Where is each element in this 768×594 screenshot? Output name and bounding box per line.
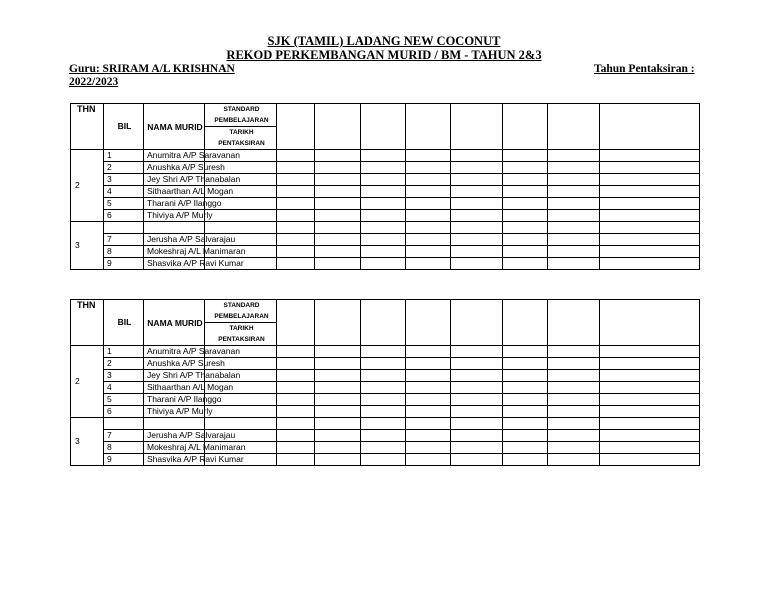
bil-cell: 7 <box>104 234 144 246</box>
assessment-cell[interactable] <box>451 382 503 394</box>
assessment-cell[interactable] <box>361 186 406 198</box>
assessment-cell[interactable] <box>406 104 451 150</box>
student-name: Tharani A/P Ilanggo <box>144 394 205 406</box>
assessment-cell[interactable] <box>277 150 315 162</box>
student-name: Jey Shri A/P Thanabalan <box>144 370 205 382</box>
student-name: Anushka A/P Suresh <box>144 162 205 174</box>
assessment-cell[interactable] <box>600 406 700 418</box>
assessment-cell[interactable] <box>503 174 548 186</box>
student-name: Thiviya A/P Murly <box>144 210 205 222</box>
assessment-cell[interactable] <box>406 162 451 174</box>
bil-cell: 5 <box>104 394 144 406</box>
assessment-cell[interactable] <box>361 406 406 418</box>
student-name: Thiviya A/P Murly <box>144 406 205 418</box>
assessment-cell[interactable] <box>548 382 600 394</box>
tarikh-pentaksiran-header: TARIKH PENTAKSIRAN <box>205 323 277 346</box>
assessment-cell[interactable] <box>315 210 361 222</box>
assessment-cell[interactable] <box>277 370 315 382</box>
table-row <box>71 454 700 466</box>
table-row <box>71 346 700 358</box>
assessment-cell[interactable] <box>548 198 600 210</box>
bil-cell: 9 <box>104 454 144 466</box>
assessment-cell[interactable] <box>361 430 406 442</box>
assessment-cell[interactable] <box>277 222 315 234</box>
assessment-cell[interactable] <box>451 454 503 466</box>
assessment-cell[interactable] <box>600 174 700 186</box>
assessment-cell[interactable] <box>451 104 503 150</box>
bil-cell: 8 <box>104 442 144 454</box>
assessment-cell[interactable] <box>315 430 361 442</box>
student-name: Sithaarthan A/L Mogan <box>144 186 205 198</box>
assessment-cell[interactable] <box>361 198 406 210</box>
assessment-cell[interactable] <box>406 382 451 394</box>
assessment-cell[interactable] <box>600 442 700 454</box>
assessment-cell[interactable] <box>315 370 361 382</box>
assessment-cell[interactable] <box>451 210 503 222</box>
assessment-cell[interactable] <box>600 454 700 466</box>
bil-cell: 1 <box>104 346 144 358</box>
assessment-cell[interactable] <box>406 258 451 270</box>
assessment-cell[interactable] <box>361 222 406 234</box>
assessment-cell[interactable] <box>406 406 451 418</box>
standard-pembelajaran-header: STANDARD PEMBELAJARAN <box>205 104 277 127</box>
student-name: Shasvika A/P Ravi Kumar <box>144 258 205 270</box>
assessment-cell[interactable] <box>548 210 600 222</box>
assessment-cell[interactable] <box>503 394 548 406</box>
assessment-cell[interactable] <box>600 186 700 198</box>
table-row <box>71 442 700 454</box>
record-title: REKOD PERKEMBANGAN MURID / BM - TAHUN 2&3 <box>226 48 542 62</box>
record-table-1 <box>70 103 700 270</box>
assessment-cell[interactable] <box>406 210 451 222</box>
assessment-cell[interactable] <box>315 346 361 358</box>
table-row <box>71 150 700 162</box>
assessment-cell[interactable] <box>315 300 361 346</box>
assessment-cell[interactable] <box>503 454 548 466</box>
assessment-cell[interactable] <box>451 186 503 198</box>
table-row <box>71 370 700 382</box>
assessment-cell[interactable] <box>600 358 700 370</box>
assessment-cell[interactable] <box>503 162 548 174</box>
assessment-cell[interactable] <box>205 222 277 234</box>
assessment-cell[interactable] <box>548 346 600 358</box>
assessment-cell[interactable] <box>503 258 548 270</box>
assessment-cell[interactable] <box>451 346 503 358</box>
table-row <box>71 222 700 234</box>
assessment-year-label: Tahun Pentaksiran : <box>594 63 695 75</box>
assessment-cell[interactable] <box>548 394 600 406</box>
assessment-cell[interactable] <box>315 442 361 454</box>
assessment-cell[interactable] <box>600 300 700 346</box>
student-name: Mokeshraj A/L Manimaran <box>144 246 205 258</box>
student-name: Shasvika A/P Ravi Kumar <box>144 454 205 466</box>
assessment-cell[interactable] <box>406 234 451 246</box>
assessment-cell[interactable] <box>503 406 548 418</box>
nama-murid-header: NAMA MURID <box>144 104 205 150</box>
table-row <box>71 198 700 210</box>
assessment-cell[interactable] <box>277 234 315 246</box>
assessment-cell[interactable] <box>361 150 406 162</box>
assessment-cell[interactable] <box>503 300 548 346</box>
assessment-cell[interactable] <box>277 346 315 358</box>
assessment-cell[interactable] <box>277 186 315 198</box>
bil-cell <box>104 222 144 234</box>
assessment-cell[interactable] <box>548 150 600 162</box>
assessment-cell[interactable] <box>315 104 361 150</box>
assessment-cell[interactable] <box>277 430 315 442</box>
nama-murid-header: NAMA MURID <box>144 300 205 346</box>
assessment-cell[interactable] <box>277 162 315 174</box>
assessment-cell[interactable] <box>406 186 451 198</box>
assessment-cell[interactable] <box>600 394 700 406</box>
assessment-cell[interactable] <box>548 186 600 198</box>
assessment-cell[interactable] <box>600 258 700 270</box>
assessment-cell[interactable] <box>600 382 700 394</box>
assessment-cell[interactable] <box>205 418 277 430</box>
assessment-cell[interactable] <box>361 210 406 222</box>
assessment-cell[interactable] <box>315 150 361 162</box>
assessment-cell[interactable] <box>315 454 361 466</box>
student-name: Tharani A/P Ilanggo <box>144 198 205 210</box>
assessment-cell[interactable] <box>451 394 503 406</box>
assessment-cell[interactable] <box>315 418 361 430</box>
bil-cell: 8 <box>104 246 144 258</box>
assessment-year-value: 2022/2023 <box>69 76 119 88</box>
bil-cell: 9 <box>104 258 144 270</box>
assessment-cell[interactable] <box>451 358 503 370</box>
school-title: SJK (TAMIL) LADANG NEW COCONUT <box>267 34 501 48</box>
assessment-cell[interactable] <box>451 442 503 454</box>
assessment-cell[interactable] <box>548 442 600 454</box>
assessment-cell[interactable] <box>451 174 503 186</box>
student-name: Mokeshraj A/L Manimaran <box>144 442 205 454</box>
assessment-cell[interactable] <box>315 186 361 198</box>
assessment-cell[interactable] <box>451 418 503 430</box>
assessment-cell[interactable] <box>451 430 503 442</box>
assessment-cell[interactable] <box>600 370 700 382</box>
assessment-cell[interactable] <box>503 104 548 150</box>
assessment-cell[interactable] <box>451 406 503 418</box>
assessment-cell[interactable] <box>600 346 700 358</box>
bil-header: BIL <box>104 300 144 346</box>
table-row <box>71 234 700 246</box>
assessment-cell[interactable] <box>205 210 277 222</box>
assessment-cell[interactable] <box>548 162 600 174</box>
table-row <box>71 186 700 198</box>
assessment-cell[interactable] <box>315 258 361 270</box>
student-name: Anumitra A/P Saravanan <box>144 150 205 162</box>
assessment-cell[interactable] <box>451 198 503 210</box>
assessment-cell[interactable] <box>315 174 361 186</box>
assessment-cell[interactable] <box>503 346 548 358</box>
student-name: Anumitra A/P Saravanan <box>144 346 205 358</box>
assessment-cell[interactable] <box>361 246 406 258</box>
assessment-cell[interactable] <box>548 370 600 382</box>
assessment-cell[interactable] <box>503 442 548 454</box>
assessment-cell[interactable] <box>548 418 600 430</box>
assessment-cell[interactable] <box>503 186 548 198</box>
assessment-cell[interactable] <box>406 442 451 454</box>
assessment-cell[interactable] <box>451 234 503 246</box>
nama-cell <box>144 222 205 234</box>
assessment-cell[interactable] <box>451 222 503 234</box>
assessment-cell[interactable] <box>503 210 548 222</box>
assessment-cell[interactable] <box>451 162 503 174</box>
assessment-cell[interactable] <box>277 358 315 370</box>
assessment-cell[interactable] <box>406 454 451 466</box>
bil-cell: 4 <box>104 382 144 394</box>
assessment-cell[interactable] <box>277 454 315 466</box>
table-row <box>71 210 700 222</box>
assessment-cell[interactable] <box>548 300 600 346</box>
bil-cell: 7 <box>104 430 144 442</box>
record-table-2 <box>70 299 700 466</box>
assessment-cell[interactable] <box>548 174 600 186</box>
assessment-cell[interactable] <box>315 394 361 406</box>
assessment-cell[interactable] <box>406 418 451 430</box>
assessment-cell[interactable] <box>277 258 315 270</box>
assessment-cell[interactable] <box>406 300 451 346</box>
bil-cell: 2 <box>104 162 144 174</box>
thn-header: THN <box>71 300 104 346</box>
bil-cell: 3 <box>104 174 144 186</box>
assessment-cell[interactable] <box>277 300 315 346</box>
assessment-cell[interactable] <box>600 150 700 162</box>
assessment-cell[interactable] <box>205 406 277 418</box>
assessment-cell[interactable] <box>277 442 315 454</box>
assessment-cell[interactable] <box>361 300 406 346</box>
assessment-cell[interactable] <box>548 430 600 442</box>
bil-cell: 2 <box>104 358 144 370</box>
assessment-cell[interactable] <box>406 246 451 258</box>
assessment-cell[interactable] <box>503 358 548 370</box>
assessment-cell[interactable] <box>451 246 503 258</box>
tarikh-pentaksiran-header: TARIKH PENTAKSIRAN <box>205 127 277 150</box>
student-name: Jerusha A/P Salvarajau <box>144 234 205 246</box>
table-row <box>71 358 700 370</box>
assessment-cell[interactable] <box>277 418 315 430</box>
nama-cell <box>144 418 205 430</box>
bil-cell: 3 <box>104 370 144 382</box>
assessment-cell[interactable] <box>315 162 361 174</box>
assessment-cell[interactable] <box>451 150 503 162</box>
student-name: Jey Shri A/P Thanabalan <box>144 174 205 186</box>
assessment-cell[interactable] <box>361 104 406 150</box>
table-row <box>71 258 700 270</box>
assessment-cell[interactable] <box>406 174 451 186</box>
bil-cell: 4 <box>104 186 144 198</box>
assessment-cell[interactable] <box>503 418 548 430</box>
assessment-cell[interactable] <box>361 234 406 246</box>
assessment-cell[interactable] <box>548 406 600 418</box>
assessment-cell[interactable] <box>600 234 700 246</box>
assessment-cell[interactable] <box>315 198 361 210</box>
assessment-cell[interactable] <box>503 430 548 442</box>
assessment-cell[interactable] <box>406 430 451 442</box>
table-row <box>71 162 700 174</box>
assessment-cell[interactable] <box>548 234 600 246</box>
assessment-cell[interactable] <box>361 174 406 186</box>
assessment-cell[interactable] <box>361 418 406 430</box>
assessment-cell[interactable] <box>277 246 315 258</box>
thn-value: 3 <box>71 222 104 270</box>
assessment-cell[interactable] <box>277 104 315 150</box>
assessment-cell[interactable] <box>548 258 600 270</box>
assessment-cell[interactable] <box>406 222 451 234</box>
assessment-cell[interactable] <box>548 104 600 150</box>
assessment-cell[interactable] <box>503 198 548 210</box>
assessment-cell[interactable] <box>451 300 503 346</box>
table-row <box>71 418 700 430</box>
assessment-cell[interactable] <box>315 246 361 258</box>
assessment-cell[interactable] <box>277 382 315 394</box>
assessment-cell[interactable] <box>600 246 700 258</box>
teacher-name: Guru: SRIRAM A/L KRISHNAN <box>69 63 235 75</box>
assessment-cell[interactable] <box>315 222 361 234</box>
bil-cell: 6 <box>104 406 144 418</box>
assessment-cell[interactable] <box>548 222 600 234</box>
table-row <box>71 430 700 442</box>
assessment-cell[interactable] <box>600 198 700 210</box>
table-row <box>71 246 700 258</box>
assessment-cell[interactable] <box>361 394 406 406</box>
assessment-cell[interactable] <box>361 370 406 382</box>
assessment-cell[interactable] <box>548 246 600 258</box>
assessment-cell[interactable] <box>361 162 406 174</box>
assessment-cell[interactable] <box>600 162 700 174</box>
assessment-cell[interactable] <box>600 104 700 150</box>
assessment-cell[interactable] <box>451 258 503 270</box>
bil-cell <box>104 418 144 430</box>
assessment-cell[interactable] <box>600 210 700 222</box>
bil-cell: 6 <box>104 210 144 222</box>
assessment-cell[interactable] <box>315 382 361 394</box>
assessment-cell[interactable] <box>503 370 548 382</box>
bil-header: BIL <box>104 104 144 150</box>
assessment-cell[interactable] <box>406 394 451 406</box>
student-name: Sithaarthan A/L Mogan <box>144 382 205 394</box>
assessment-cell[interactable] <box>361 358 406 370</box>
assessment-cell[interactable] <box>406 198 451 210</box>
thn-value: 3 <box>71 418 104 466</box>
assessment-cell[interactable] <box>503 382 548 394</box>
assessment-cell[interactable] <box>600 430 700 442</box>
assessment-cell[interactable] <box>277 198 315 210</box>
thn-header: THN <box>71 104 104 150</box>
assessment-cell[interactable] <box>361 346 406 358</box>
student-name: Jerusha A/P Salvarajau <box>144 430 205 442</box>
assessment-cell[interactable] <box>406 358 451 370</box>
student-name: Anushka A/P Suresh <box>144 358 205 370</box>
assessment-cell[interactable] <box>277 394 315 406</box>
assessment-cell[interactable] <box>548 358 600 370</box>
thn-value: 2 <box>71 150 104 222</box>
thn-value: 2 <box>71 346 104 418</box>
assessment-cell[interactable] <box>600 222 700 234</box>
assessment-cell[interactable] <box>406 346 451 358</box>
assessment-cell[interactable] <box>315 406 361 418</box>
table-row <box>71 174 700 186</box>
assessment-cell[interactable] <box>548 454 600 466</box>
assessment-cell[interactable] <box>315 358 361 370</box>
assessment-cell[interactable] <box>600 418 700 430</box>
assessment-cell[interactable] <box>277 210 315 222</box>
table-row <box>71 394 700 406</box>
assessment-cell[interactable] <box>361 382 406 394</box>
assessment-cell[interactable] <box>503 222 548 234</box>
assessment-cell[interactable] <box>361 442 406 454</box>
assessment-cell[interactable] <box>361 454 406 466</box>
assessment-cell[interactable] <box>503 246 548 258</box>
table-row <box>71 382 700 394</box>
standard-pembelajaran-header: STANDARD PEMBELAJARAN <box>205 300 277 323</box>
bil-cell: 5 <box>104 198 144 210</box>
table-row <box>71 406 700 418</box>
bil-cell: 1 <box>104 150 144 162</box>
assessment-cell[interactable] <box>315 234 361 246</box>
assessment-cell[interactable] <box>277 174 315 186</box>
assessment-cell[interactable] <box>277 406 315 418</box>
assessment-cell[interactable] <box>503 150 548 162</box>
assessment-cell[interactable] <box>406 150 451 162</box>
assessment-cell[interactable] <box>406 370 451 382</box>
assessment-cell[interactable] <box>361 258 406 270</box>
assessment-cell[interactable] <box>503 234 548 246</box>
assessment-cell[interactable] <box>451 370 503 382</box>
